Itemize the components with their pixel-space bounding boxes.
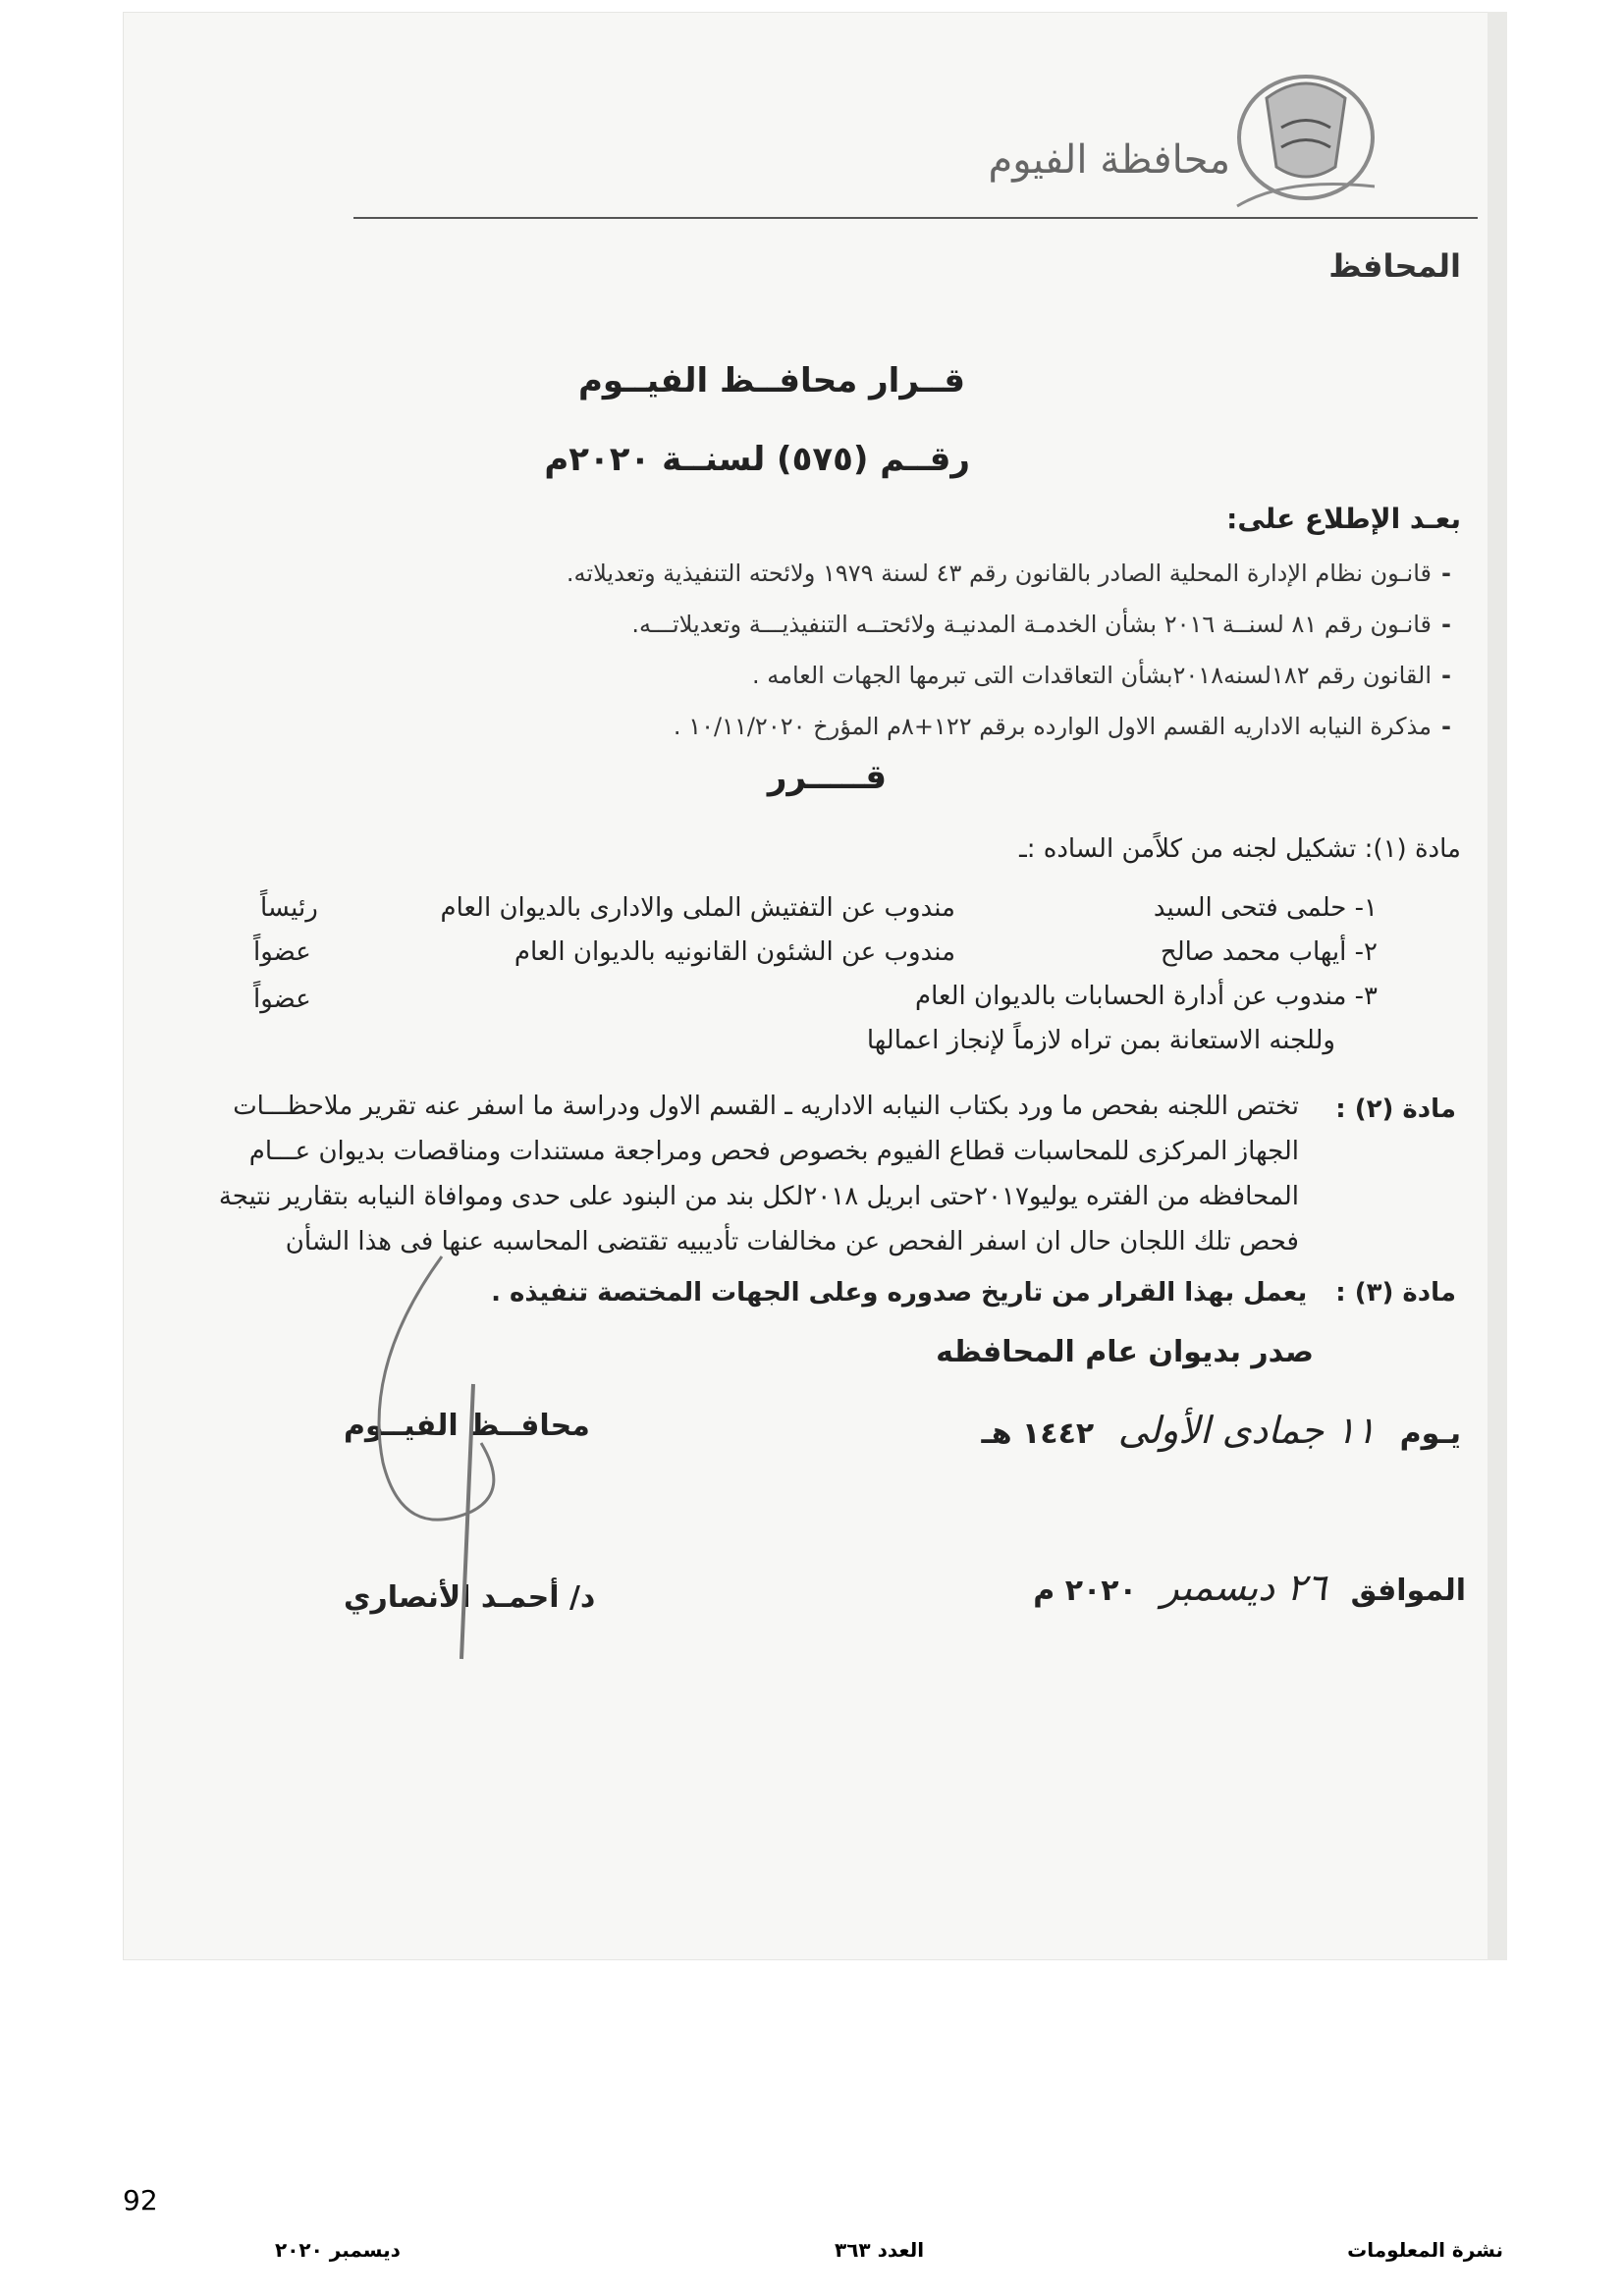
hijri-handwritten: ١١ جمادى الأولى: [1117, 1409, 1377, 1452]
preamble-heading: بعـد الإطلاع على:: [1226, 503, 1461, 535]
logo-text: محافظة الفيوم: [988, 137, 1230, 183]
member-position: عضواً: [253, 985, 311, 1014]
hijri-year: ١٤٤٢ هـ: [981, 1416, 1095, 1451]
preamble-item: -قانـون نظام الإدارة المحلية الصادر بالقانون رقم ٤٣ لسنة ١٩٧٩ ولائحته التنفيذية وتعديلاته.: [566, 560, 1451, 587]
footer-publication: نشرة المعلومات: [1347, 2238, 1503, 2262]
scan-edge: [1488, 12, 1507, 1960]
governor-signature-title: محافــظ الفيــوم: [344, 1409, 590, 1443]
issued-hijri: [981, 1409, 1461, 1452]
article2-line: فحص تلك اللجان حال ان اسفر الفحص عن مخالفات تأديبيه تقتضى المحاسبه عنها فى هذا الشأن: [285, 1227, 1299, 1256]
footer-issue: العدد ٣٦٣: [835, 2238, 925, 2262]
article2-label: مادة (٢) :: [1335, 1095, 1456, 1124]
member-name: ٢- أيهاب محمد صالح: [1160, 937, 1378, 967]
governor-name: د/ أحمـد الأنصاري: [344, 1580, 596, 1615]
decision-number: رقــم (٥٧٥) لسنــة ٢٠٢٠م: [544, 440, 970, 479]
article1-intro: تشكيل لجنه من كلاًمن الساده :ـ: [1019, 834, 1357, 864]
article1-note: وللجنه الاستعانة بمن تراه لازماً لإنجاز اعمالها: [866, 1026, 1335, 1055]
member-name: ١- حلمى فتحى السيد: [1153, 893, 1378, 923]
preamble-item: -القانون رقم ١٨٢لسنه٢٠١٨بشأن التعاقدات التى تبرمها الجهات العامه .: [751, 662, 1451, 689]
greg-handwritten: ٢٦ ديسمبر: [1161, 1566, 1327, 1609]
issued-place: صدر بديوان عام المحافظه: [936, 1335, 1314, 1369]
member-position: رئيساً: [260, 893, 318, 923]
article2-line: تختص اللجنه بفحص ما ورد بكتاب النيابه الاداريه ـ القسم الاول ودراسة ما اسفر عنه تقرير ملاحظـــات: [233, 1092, 1299, 1121]
member-role: مندوب عن التفتيش الملى والادارى بالديوان العام: [440, 893, 955, 923]
issued-gregorian: [1033, 1566, 1466, 1609]
article1: [1019, 834, 1461, 864]
article2-line: الجهاز المركزى للمحاسبات قطاع الفيوم بخصوص فحص ومراجعة مستندات ومناقصات بديوان عـــام: [248, 1137, 1299, 1166]
header-divider: [353, 217, 1478, 219]
article2-line: المحافظه من الفتره يوليو٢٠١٧حتى ابريل ٢٠١٨لكل بند من البنود على حدى وموافاة النيابه بتقارير نتيجة: [218, 1182, 1299, 1211]
member-position: عضواً: [253, 937, 311, 967]
preamble-item: -مذكرة النيابه الاداريه القسم الاول الوارده برقم ١٢٢+٨م المؤرخ ١٠/١١/٢٠٢٠ .: [673, 713, 1451, 740]
footer-date: ديسمبر ٢٠٢٠: [275, 2238, 401, 2262]
article1-label: مادة (١):: [1364, 834, 1461, 864]
decision-title: قــرار محافــظ الفيــوم: [577, 361, 965, 400]
decides-label: قـــــرر: [767, 758, 887, 797]
preamble-item: -قانـون رقم ٨١ لسنــة ٢٠١٦ بشأن الخدمـة المدنيـة ولائحتــه التنفيذيـــة وتعديلاتـــه.: [631, 611, 1451, 638]
day-label: يـوم: [1399, 1416, 1461, 1451]
governorate-seal-icon: [1227, 59, 1384, 216]
governor-label: المحافظ: [1328, 247, 1461, 285]
greg-year: ٢٠٢٠ م: [1033, 1574, 1137, 1608]
member-role: مندوب عن الشئون القانونيه بالديوان العام: [514, 937, 955, 967]
article3: [491, 1278, 1456, 1308]
handwritten-signature: [353, 1247, 550, 1679]
page-number: 92: [123, 2184, 158, 2216]
approx-label: الموافق: [1350, 1574, 1466, 1608]
article3-label: مادة (٣) :: [1335, 1278, 1456, 1308]
member-name: ٣- مندوب عن أدارة الحسابات بالديوان العام: [915, 982, 1378, 1011]
article3-text: يعمل بهذا القرار من تاريخ صدوره وعلى الجهات المختصة تنفيذه .: [491, 1278, 1308, 1308]
